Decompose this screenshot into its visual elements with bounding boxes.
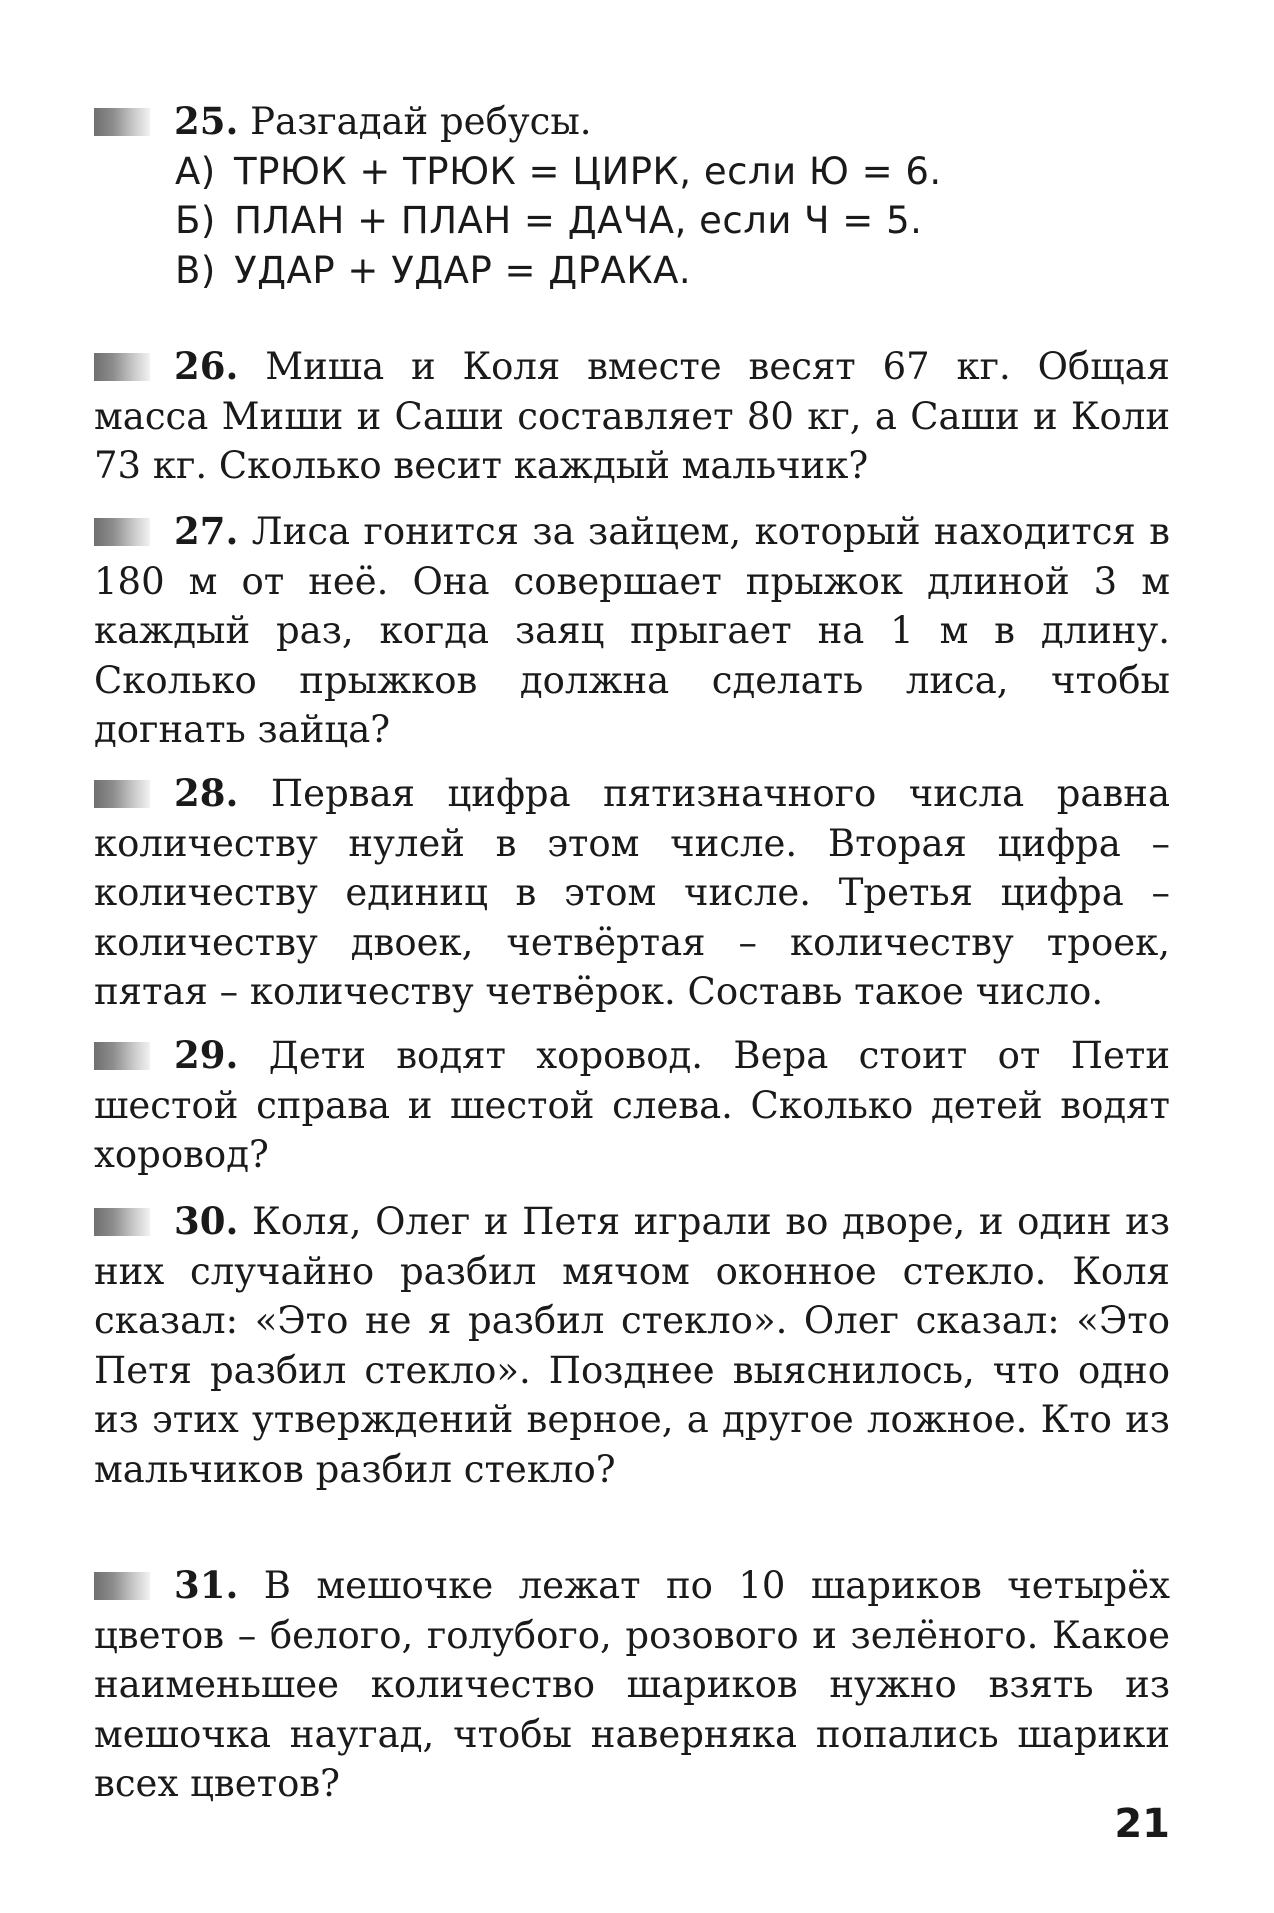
problem-marker-icon	[94, 1042, 150, 1070]
problem-number: 25.	[174, 99, 239, 143]
problem-number: 27.	[174, 509, 239, 553]
problem-28	[94, 769, 1170, 1017]
problem-25	[94, 97, 1170, 295]
problem-30	[94, 1197, 1170, 1494]
problem-29	[94, 1031, 1170, 1180]
problem-marker-icon	[94, 780, 150, 808]
problem-text: Миша и Коля вместе весят 67 кг. Общая масса Миши и Саши составляет 80 кг, а Саши и Коли 73 кг. Сколько весит каждый мальчик?	[94, 345, 1170, 487]
problem-26	[94, 342, 1170, 491]
rebus-letter: Б)	[175, 199, 216, 242]
problem-27	[94, 507, 1170, 755]
problem-marker-icon	[94, 1208, 150, 1236]
problem-number: 26.	[174, 344, 239, 388]
problem-text: В мешочке лежат по 10 шариков четырёх цветов – белого, голубого, розового и зелёного. Какое наименьшее количество шариков нужно взять из мешочка наугад, чтобы наверняка попались шарики всех цветов?	[94, 1564, 1171, 1805]
problem-marker-icon	[94, 518, 150, 546]
problem-marker-icon	[94, 1572, 150, 1600]
rebus-item-v	[94, 246, 1170, 296]
problem-text: Лиса гонится за зайцем, который находится в 180 м от неё. Она совершает прыжок длиной 3 м каждый раз, когда заяц прыгает на 1 м в длину. Сколько прыжков должна сделать лиса, чтобы догнать зайца?	[94, 510, 1170, 751]
problem-marker-icon	[94, 353, 150, 381]
rebus-text: ТРЮК + ТРЮК = ЦИРК, если Ю = 6.	[234, 149, 942, 193]
rebus-text: ПЛАН + ПЛАН = ДАЧА, если Ч = 5.	[234, 199, 923, 242]
page-number: 21	[1114, 1801, 1170, 1847]
rebus-list	[94, 147, 1170, 296]
problem-text: Коля, Олег и Петя играли во дворе, и один из них случайно разбил мячом оконное стекло. Коля сказал: «Это не я разбил стекло». Олег сказал: «Это Петя разбил стекло». Позднее выяснилось, что одно из этих утверждений верное, а другое ложное. Кто из мальчиков разбил стекло?	[94, 1200, 1171, 1491]
problem-31	[94, 1561, 1170, 1809]
rebus-text: УДАР + УДАР = ДРАКА.	[234, 248, 692, 292]
problem-text: Разгадай ребусы.	[250, 100, 592, 143]
problem-text: Дети водят хоровод. Вера стоит от Пети шестой справа и шестой слева. Сколько детей водят хоровод?	[94, 1034, 1170, 1176]
problem-number: 31.	[174, 1563, 239, 1607]
rebus-item-a	[94, 147, 1170, 197]
rebus-letter: А)	[175, 149, 216, 193]
problem-number: 29.	[174, 1033, 239, 1077]
rebus-item-b	[94, 196, 1170, 246]
problem-marker-icon	[94, 108, 150, 136]
textbook-page	[94, 0, 1170, 1913]
rebus-letter: В)	[175, 248, 216, 292]
problem-number: 28.	[174, 771, 239, 815]
problem-number: 30.	[174, 1199, 239, 1243]
problem-text: Первая цифра пятизначного числа равна количеству нулей в этом числе. Вторая цифра – количеству единиц в этом числе. Третья цифра – количеству двоек, четвёртая – количеству троек, пятая – количеству четвёрок. Составь такое число.	[94, 772, 1171, 1013]
